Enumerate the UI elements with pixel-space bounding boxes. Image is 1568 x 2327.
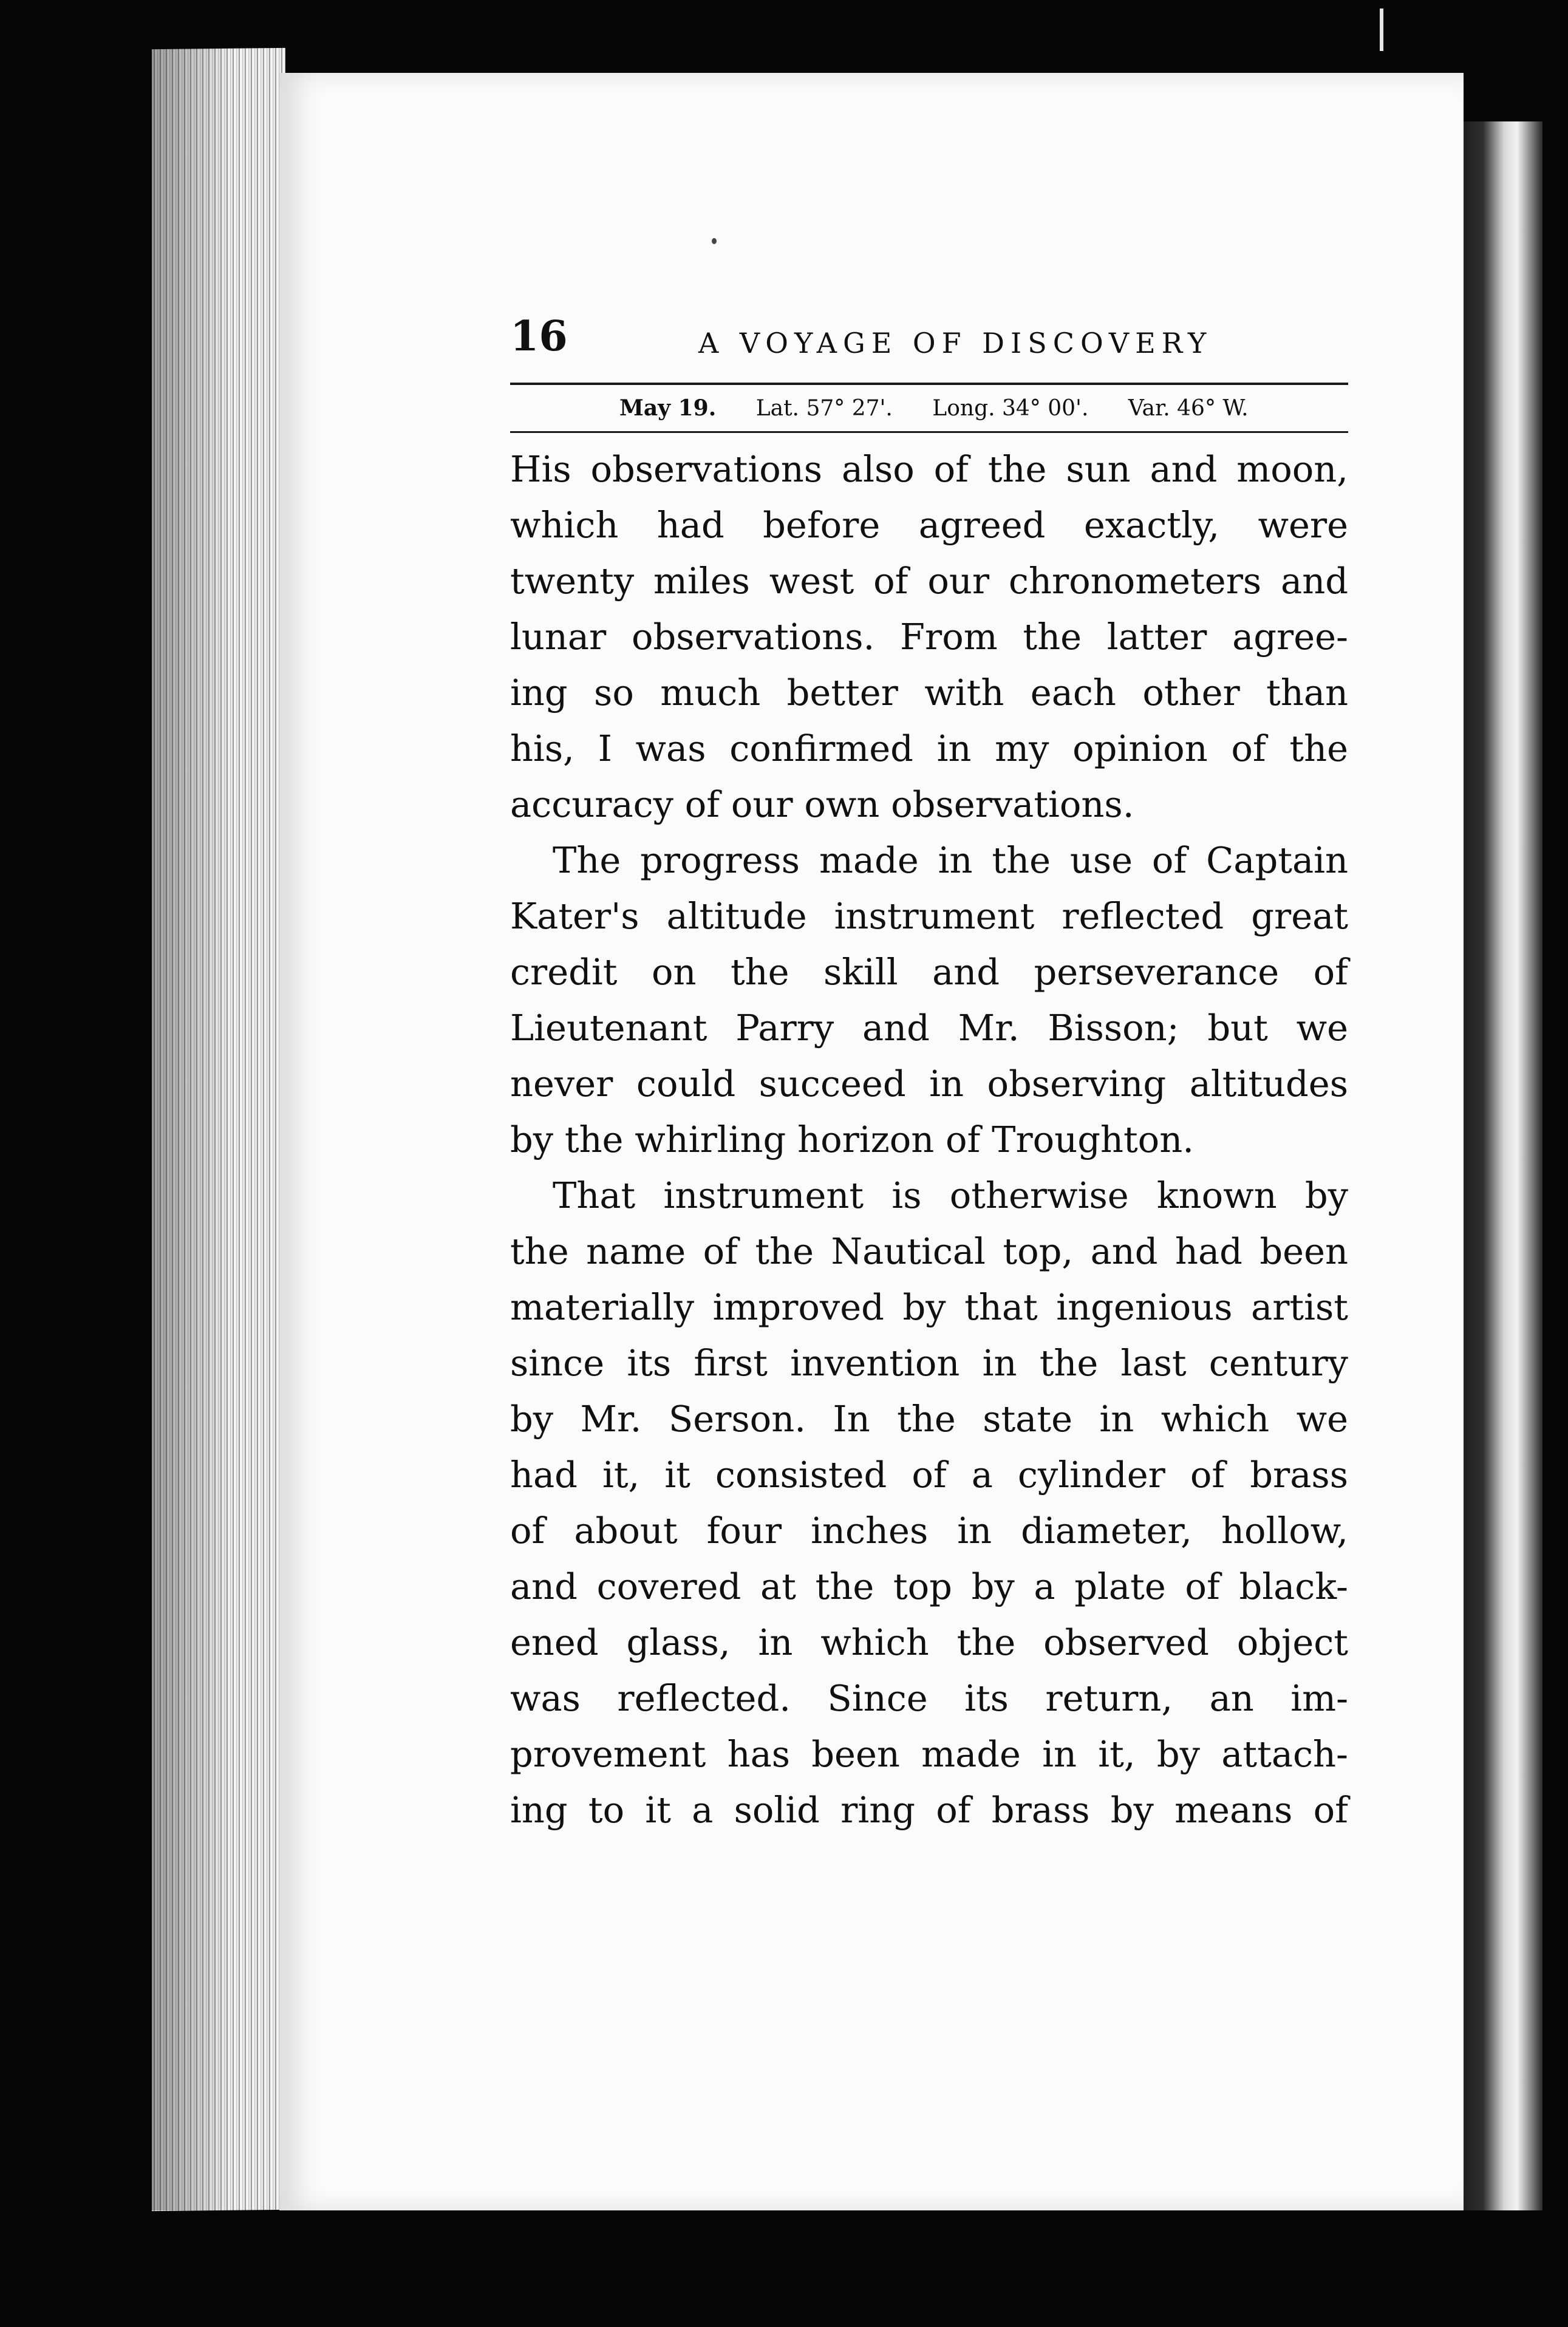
text-line: was reflected. Since its return, an im- <box>510 1677 1348 1719</box>
text-line: of about four inches in diameter, hollow, <box>510 1510 1348 1552</box>
text-line: That instrument is otherwise known by <box>553 1174 1348 1216</box>
page-number: 16 <box>510 312 568 361</box>
ink-speck <box>712 238 717 244</box>
text-line: his, I was confirmed in my opinion of the <box>510 727 1348 769</box>
text-line: ing so much better with each other than <box>510 672 1348 714</box>
position-log-line <box>510 385 1348 431</box>
text-line: by the whirling horizon of Troughton. <box>510 1119 1194 1160</box>
running-title: A VOYAGE OF DISCOVERY <box>698 327 1213 359</box>
text-line: provement has been made in it, by attach- <box>510 1733 1348 1775</box>
page-edges-shadow <box>152 49 285 2210</box>
text-line: credit on the skill and perseverance of <box>510 951 1348 993</box>
book-page <box>279 73 1464 2210</box>
header-rule-bottom <box>510 431 1348 433</box>
scan-artifact-mark <box>1380 9 1383 51</box>
text-line: and covered at the top by a plate of black- <box>510 1566 1348 1607</box>
text-line: accuracy of our own observations. <box>510 783 1134 825</box>
text-line: His observations also of the sun and moon, <box>510 448 1348 490</box>
text-line: never could succeed in observing altitudes <box>510 1063 1348 1105</box>
text-line: Lieutenant Parry and Mr. Bisson; but we <box>510 1007 1348 1049</box>
text-line: lunar observations. From the latter agree- <box>510 616 1348 658</box>
facing-page-edge <box>1457 121 1542 2210</box>
log-latitude: Lat. 57° 27'. <box>755 396 893 421</box>
text-line: ing to it a solid ring of brass by means of <box>510 1789 1348 1831</box>
text-line: had it, it consisted of a cylinder of brass <box>510 1454 1348 1496</box>
text-line: by Mr. Serson. In the state in which we <box>510 1398 1348 1440</box>
text-line: which had before agreed exactly, were <box>510 504 1348 546</box>
body-text <box>510 441 1348 1838</box>
text-line: ened glass, in which the observed object <box>510 1621 1348 1663</box>
log-date: May 19. <box>619 395 717 421</box>
log-longitude: Long. 34° 00'. <box>932 396 1089 421</box>
running-head <box>510 312 1348 383</box>
text-block <box>510 312 1348 1838</box>
text-line: The progress made in the use of Captain <box>553 839 1348 881</box>
text-line: Kater's altitude instrument reflected great <box>510 895 1348 937</box>
text-line: twenty miles west of our chronometers and <box>510 560 1348 602</box>
log-variation: Var. 46° W. <box>1128 396 1249 421</box>
text-line: since its first invention in the last century <box>510 1342 1348 1384</box>
text-line: materially improved by that ingenious artist <box>510 1286 1348 1328</box>
text-line: the name of the Nautical top, and had been <box>510 1230 1348 1272</box>
